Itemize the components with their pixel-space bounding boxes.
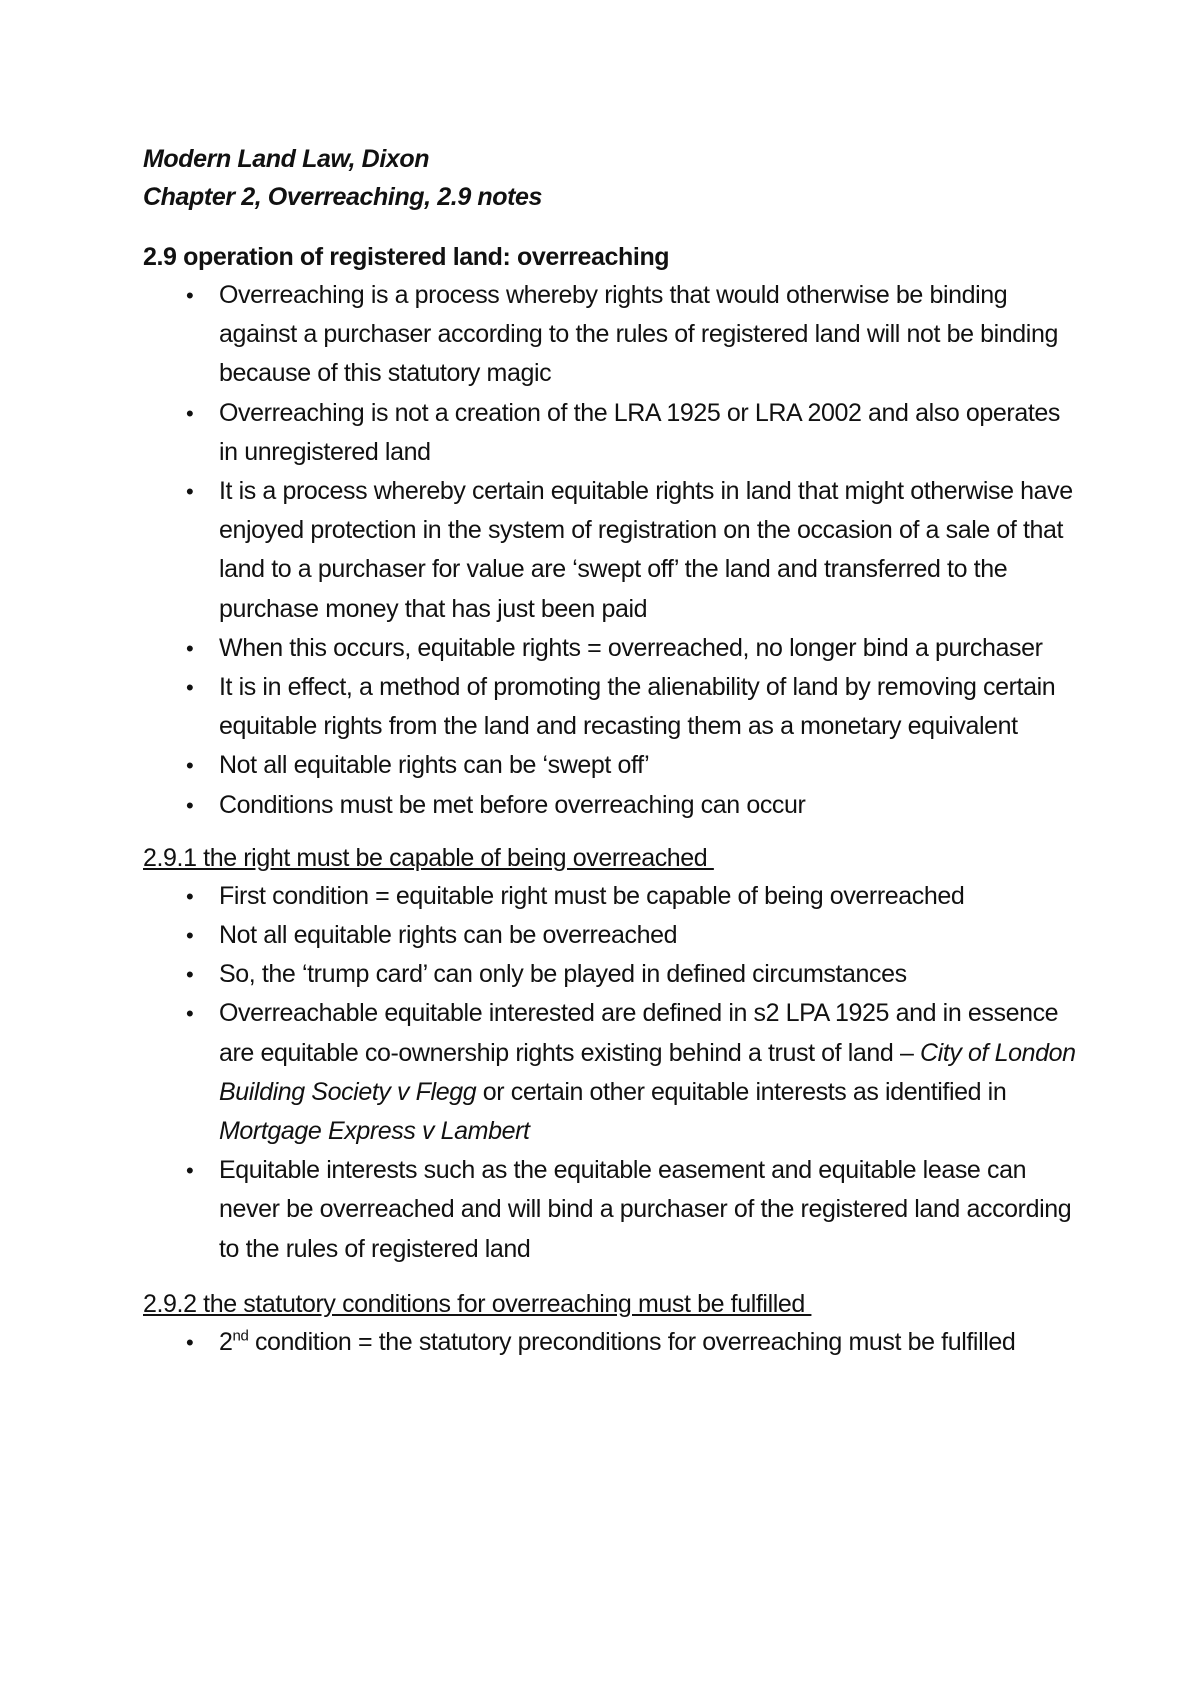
list-item — [143, 394, 1083, 472]
list-item — [143, 746, 1083, 785]
section-heading-2-9-1: 2.9.1 the right must be capable of being overreached — [143, 843, 714, 872]
list-item-text: Not all equitable rights can be overreached — [219, 921, 678, 950]
list-item — [143, 786, 1083, 825]
list-item — [143, 916, 1083, 955]
bullet-icon: • — [186, 753, 194, 779]
bullet-icon: • — [186, 792, 194, 818]
list-item-text: Overreachable equitable interested are defined in s2 LPA 1925 and in essence are equitable co-ownership rights existing behind a trust of land – — [219, 999, 1059, 1067]
bullet-icon: • — [186, 1158, 194, 1184]
list-item — [143, 955, 1083, 994]
document-title: Modern Land Law, Dixon — [143, 145, 430, 173]
list-item — [143, 1323, 1083, 1362]
list-item-text: First condition = equitable right must be capable of being overreached — [219, 881, 965, 910]
document-subtitle: Chapter 2, Overreaching, 2.9 notes — [143, 183, 543, 211]
list-item-text: Overreaching is a process whereby rights that would otherwise be binding against a purchaser according to the rules of registered land will not be binding because of this statutory magic — [219, 281, 1058, 388]
bullet-list-2-9-1 — [143, 877, 1083, 1269]
section-heading-2-9-2: 2.9.2 the statutory conditions for overreaching must be fulfilled — [143, 1289, 812, 1318]
bullet-icon: • — [186, 883, 194, 909]
list-item-text: or certain other equitable interests as identified in — [476, 1077, 1007, 1106]
ordinal-number: 2 — [219, 1327, 233, 1356]
list-item-text: Equitable interests such as the equitable easement and equitable lease can never be overreached and will bind a purchaser of the registered land according to the rules of registered land — [219, 1156, 1072, 1263]
list-item — [143, 668, 1083, 746]
bullet-icon: • — [186, 635, 194, 661]
section-heading-2-9: 2.9 operation of registered land: overreaching — [143, 243, 670, 271]
list-item — [143, 472, 1083, 629]
list-item-text: It is in effect, a method of promoting the alienability of land by removing certain equitable rights from the land and recasting them as a monetary equivalent — [219, 673, 1056, 741]
case-citation-flegg: City of London Building Society v Flegg — [219, 1038, 1076, 1106]
list-item-text: So, the ‘trump card’ can only be played in defined circumstances — [219, 960, 907, 989]
case-citation-lambert: Mortgage Express v Lambert — [219, 1117, 530, 1146]
list-item-text: When this occurs, equitable rights = overreached, no longer bind a purchaser — [219, 633, 1043, 662]
list-item-text: It is a process whereby certain equitable rights in land that might otherwise have enjoyed protection in the system of registration on the occasion of a sale of that land to a purchaser for value are ‘swept off’ the land and transferred to the purchase money that has just been paid — [219, 477, 1073, 623]
document-body — [143, 140, 1083, 1362]
bullet-icon: • — [186, 675, 194, 701]
list-item — [143, 276, 1083, 394]
bullet-list-2-9-2 — [143, 1323, 1083, 1362]
list-item — [143, 1151, 1083, 1269]
list-item — [143, 629, 1083, 668]
bullet-icon: • — [186, 1329, 194, 1355]
list-item-text: condition = the statutory preconditions for overreaching must be fulfilled — [248, 1327, 1016, 1356]
ordinal-suffix: nd — [232, 1327, 249, 1345]
list-item-text: Not all equitable rights can be ‘swept off’ — [219, 751, 650, 780]
bullet-icon: • — [186, 923, 194, 949]
bullet-icon: • — [186, 1001, 194, 1027]
bullet-icon: • — [186, 962, 194, 988]
list-item — [143, 994, 1083, 1151]
bullet-icon: • — [186, 400, 194, 426]
bullet-icon: • — [186, 479, 194, 505]
bullet-icon: • — [186, 283, 194, 308]
list-item-text: Overreaching is not a creation of the LRA 1925 or LRA 2002 and also operates in unregistered land — [219, 398, 1060, 466]
list-item — [143, 877, 1083, 916]
list-item-text: Conditions must be met before overreaching can occur — [219, 790, 806, 819]
bullet-list-2-9 — [143, 276, 1083, 825]
